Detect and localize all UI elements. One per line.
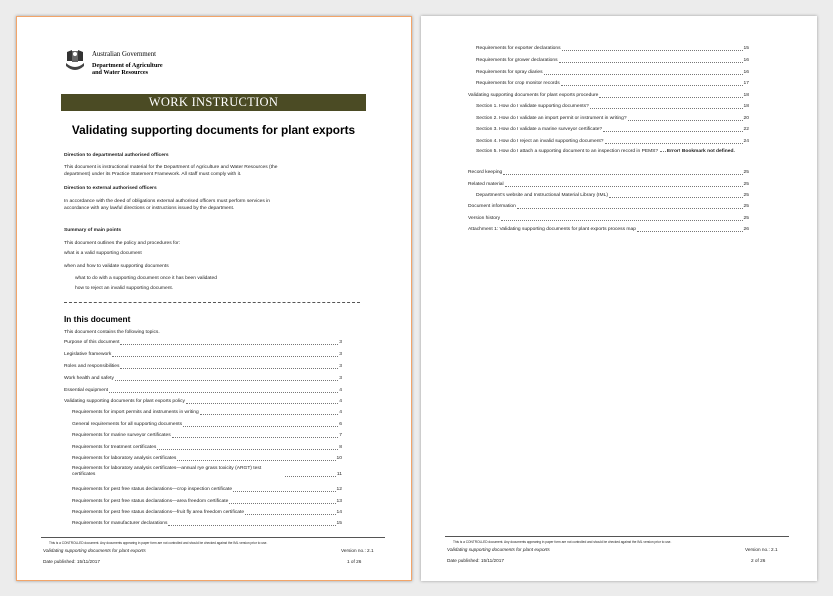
toc-entry[interactable]: Requirements for treatment certificates 8 (72, 445, 342, 450)
toc-entry[interactable]: General requirements for all supporting documents 6 (72, 422, 342, 427)
toc-entry[interactable]: Version history 25 (468, 216, 749, 221)
summary-intro: This document outlines the policy and procedures for: (64, 241, 181, 246)
footer-page-number: 1 of 26 (347, 559, 362, 564)
direction-dept-text-1: This document is instructional material for the Department of Agriculture and Water Resources (the (64, 165, 278, 170)
toc-entry[interactable]: Document information 25 (468, 204, 749, 209)
footer-version: Version no.: 2.1 (745, 547, 778, 552)
footer-date-published: Date published: 15/11/2017 (43, 559, 100, 564)
work-instruction-banner: WORK INSTRUCTION (61, 94, 366, 111)
toc-entry[interactable]: Related material 25 (468, 182, 749, 187)
toc-entry-error[interactable]: Section 5. How do I attach a supporting document to an inspection record in PEMS? Error! Bookmark not defined. (476, 149, 735, 154)
direction-ext-heading: Direction to external authorised officers (64, 186, 157, 191)
coat-of-arms-icon (64, 49, 86, 75)
toc-entry[interactable]: Requirements for exporter declarations 15 (476, 46, 749, 51)
toc-entry[interactable]: Department's website and Instructional Material Library (IML) 25 (476, 193, 749, 198)
footer-date-published: Date published: 15/11/2017 (447, 558, 504, 563)
footer-doc-name: Validating supporting documents for plant exports (43, 548, 146, 553)
toc-entry[interactable]: Requirements for crop monitor records 17 (476, 81, 749, 86)
toc-entry[interactable]: Legislative framework 3 (64, 352, 342, 357)
footer-controlled-notice: This is a CONTROLLED document. Any documents appearing in paper form are not controlled and should be checked against the IML version prior to use. (49, 541, 268, 545)
toc-entry[interactable]: Requirements for pest free status declarations—crop inspection certificate 12 (72, 487, 342, 492)
in-this-document-intro: This document contains the following topics. (64, 330, 160, 335)
toc-entry[interactable]: Record keeping 25 (468, 170, 749, 175)
toc-entry[interactable]: Requirements for pest free status declarations—area freedom certificate 13 (72, 499, 342, 504)
direction-dept-text-2: department) under its Practice Statement Framework. All staff must comply with it. (64, 172, 242, 177)
document-title: Validating supporting documents for plant exports (71, 123, 356, 137)
summary-item-3: what to do with a supporting document once it has been validated (75, 276, 217, 281)
toc-entry[interactable]: Requirements for spray diaries 16 (476, 70, 749, 75)
document-page-2 (421, 16, 817, 581)
toc-entry[interactable]: Requirements for marine surveyor certificates 7 (72, 433, 342, 438)
toc-entry[interactable]: Requirements for laboratory analysis certificates 10 (72, 456, 342, 461)
government-logo (64, 49, 224, 93)
toc-entry[interactable]: Section 2. How do I validate an import permit or instrument in writing? 20 (476, 116, 749, 121)
toc-entry[interactable]: Validating supporting documents for plant exports policy 4 (64, 399, 342, 404)
footer-controlled-notice: This is a CONTROLLED document. Any documents appearing in paper form are not controlled and should be checked against the IML version prior to use. (453, 540, 672, 544)
footer-version: Version no.: 2.1 (341, 548, 374, 553)
direction-dept-heading: Direction to departmental authorised officers (64, 153, 169, 158)
toc-entry[interactable]: Section 4. How do I reject an invalid supporting document? 24 (476, 139, 749, 144)
section-divider (64, 302, 360, 303)
toc-entry[interactable]: Essential equipment 4 (64, 388, 342, 393)
toc-entry[interactable]: Purpose of this document 3 (64, 340, 342, 345)
footer-divider (445, 536, 789, 537)
dept-name-line2: and Water Resources (92, 69, 149, 76)
toc-entry[interactable]: Requirements for laboratory analysis certificates—annual rye grass toxicity (ARGT) test certificates 11 (72, 466, 342, 477)
toc-entry[interactable]: Requirements for pest free status declarations—fruit fly area freedom certificate 14 (72, 510, 342, 515)
footer-divider (41, 537, 385, 538)
toc-entry[interactable]: Requirements for grower declarations 16 (476, 58, 749, 63)
gov-name: Australian Government (92, 51, 156, 58)
summary-item-4: how to reject an invalid supporting document. (75, 286, 174, 291)
summary-heading: Summary of main points (64, 228, 122, 233)
summary-item-1: what is a valid supporting document (64, 251, 142, 256)
document-page-1 (16, 16, 412, 581)
toc-entry[interactable]: Section 3. How do I validate a marine surveyor certificate? 22 (476, 127, 749, 132)
summary-item-2: when and how to validate supporting documents (64, 264, 169, 269)
toc-entry[interactable]: Requirements for manufacturer declarations 15 (72, 521, 342, 526)
direction-ext-text-2: accordance with any lawful directions or instructions issued by the department. (64, 206, 235, 211)
footer-page-number: 2 of 26 (751, 558, 766, 563)
in-this-document-heading: In this document (64, 314, 131, 324)
toc-entry[interactable]: Requirements for import permits and instruments in writing 4 (72, 410, 342, 415)
toc-entry[interactable]: Work health and safety 3 (64, 376, 342, 381)
dept-name-line1: Department of Agriculture (92, 62, 163, 69)
direction-ext-text-1: In accordance with the deed of obligations external authorised officers must perform services in (64, 199, 270, 204)
toc-entry[interactable]: Roles and responsibilities 3 (64, 364, 342, 369)
footer-doc-name: Validating supporting documents for plant exports (447, 547, 550, 552)
toc-entry[interactable]: Section 1. How do I validate supporting documents? 18 (476, 104, 749, 109)
toc-entry[interactable]: Validating supporting documents for plant exports procedure 18 (468, 93, 749, 98)
toc-entry[interactable]: Attachment 1: Validating supporting documents for plant exports process map 26 (468, 227, 749, 232)
